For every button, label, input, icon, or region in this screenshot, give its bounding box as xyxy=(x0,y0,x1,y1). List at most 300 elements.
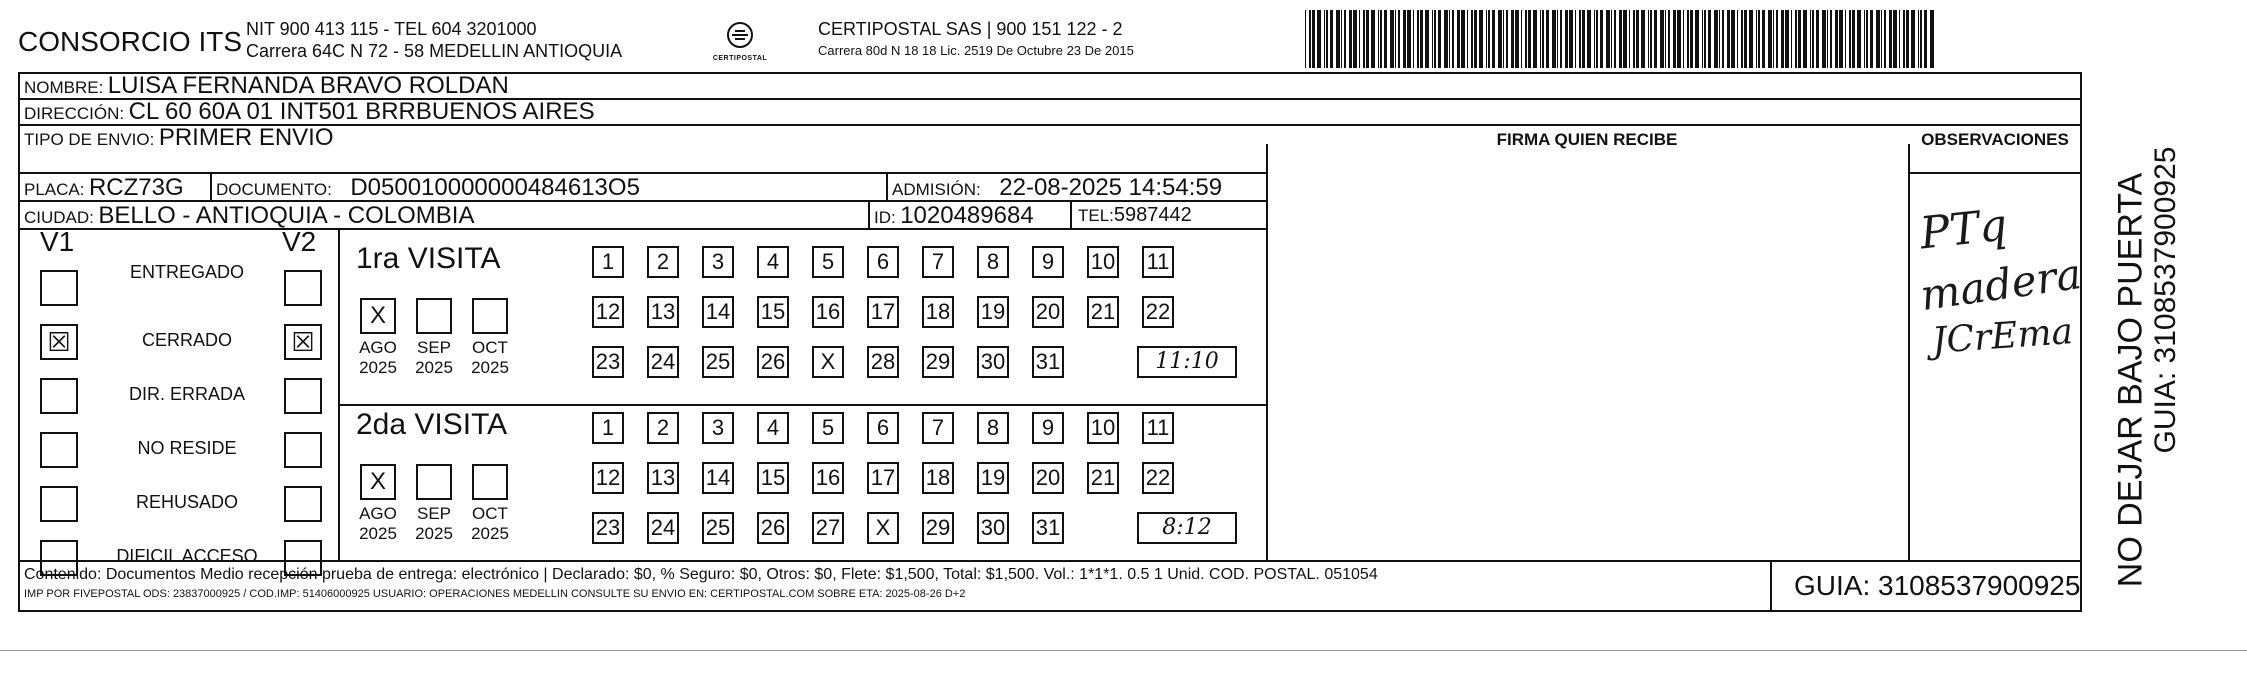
barcode-bar xyxy=(1366,10,1369,68)
day-box[interactable]: 24 xyxy=(647,512,679,544)
v2-checkbox[interactable] xyxy=(284,432,322,468)
barcode-bar xyxy=(1668,10,1670,68)
barcode-bar xyxy=(1795,10,1797,68)
barcode-bar xyxy=(1619,10,1622,68)
barcode-bar xyxy=(1677,10,1681,68)
day-box[interactable]: 28 xyxy=(867,346,899,378)
barcode-bar xyxy=(1444,10,1448,68)
side-warning: NO DEJAR BAJO PUERTA xyxy=(2111,172,2150,588)
barcode-bar xyxy=(1798,10,1801,68)
barcode-bar xyxy=(1911,10,1915,68)
day-box[interactable]: 17 xyxy=(867,462,899,494)
barcode-bar xyxy=(1852,10,1855,68)
day-box[interactable]: 23 xyxy=(592,512,624,544)
barcode-bar xyxy=(1654,10,1657,68)
status-label: REHUSADO xyxy=(135,492,238,512)
barcode-bar xyxy=(1596,10,1598,68)
barcode-bar xyxy=(1488,10,1490,68)
barcode-bar xyxy=(1552,10,1556,68)
observaciones-header: OBSERVACIONES xyxy=(1921,130,2069,149)
direccion-row xyxy=(24,98,595,126)
barcode-bar xyxy=(1492,10,1495,68)
barcode-bar xyxy=(1330,10,1333,68)
barcode-bar xyxy=(1317,10,1321,68)
day-box[interactable]: 26 xyxy=(757,512,789,544)
v1-header: V1 xyxy=(40,226,75,257)
barcode-bar xyxy=(1810,10,1811,68)
barcode-bar xyxy=(1398,10,1400,68)
barcode-bar xyxy=(1565,10,1568,68)
day-box[interactable]: 24 xyxy=(647,346,679,378)
barcode-bar xyxy=(1546,10,1549,68)
direccion-label: DIRECCIÓN: xyxy=(24,104,125,123)
barcode-bar xyxy=(1363,10,1365,68)
barcode-bar xyxy=(1633,10,1635,68)
day-box[interactable]: 10 xyxy=(1087,246,1119,278)
nombre-label: NOMBRE: xyxy=(24,78,104,97)
tipo-envio-value: PRIMER ENVIO xyxy=(158,124,334,151)
v2-checkbox[interactable] xyxy=(284,486,322,522)
visit-time-note: 11:10 xyxy=(1137,346,1237,378)
logo-icon xyxy=(723,20,757,50)
barcode-bar xyxy=(1636,10,1639,68)
barcode-bar xyxy=(1438,10,1441,68)
barcode-bar xyxy=(1822,10,1826,68)
v2-checkbox[interactable] xyxy=(284,270,322,306)
month-checkbox[interactable] xyxy=(416,464,452,500)
barcode-bar xyxy=(1557,10,1558,68)
rule xyxy=(1770,560,1772,610)
day-box[interactable]: 19 xyxy=(977,296,1009,328)
barcode-bar xyxy=(1687,10,1689,68)
barcode-bar xyxy=(1582,10,1585,68)
v1-checkbox[interactable] xyxy=(40,270,78,306)
barcode-bar xyxy=(1614,10,1616,68)
v2-header: V2 xyxy=(282,226,317,257)
day-box[interactable]: 30 xyxy=(977,512,1009,544)
firma-header: FIRMA QUIEN RECIBE xyxy=(1496,130,1678,149)
ciudad-value: BELLO - ANTIOQUIA - COLOMBIA xyxy=(98,202,475,229)
rule xyxy=(868,200,870,228)
barcode-bar xyxy=(1506,10,1508,68)
barcode-bar xyxy=(1324,10,1325,68)
barcode-bar xyxy=(1741,10,1743,68)
id-value: 1020489684 xyxy=(900,202,1034,229)
barcode-bar xyxy=(1407,10,1411,68)
observacion-line-2: madera xyxy=(1917,248,2085,321)
barcode-bar xyxy=(1708,10,1711,68)
status-label: CERRADO xyxy=(141,330,232,350)
nombre-row xyxy=(24,72,509,100)
month-label: SEP xyxy=(416,338,452,357)
barcode-bar xyxy=(1540,10,1541,68)
day-box[interactable]: 8 xyxy=(977,412,1009,444)
barcode-bar xyxy=(1600,10,1603,68)
footer-guia: GUIA: 3108537900925 xyxy=(1794,570,2081,601)
barcode-bar xyxy=(1835,10,1838,68)
barcode-bar xyxy=(1893,10,1897,68)
placa-cell xyxy=(24,174,184,202)
barcode-bar xyxy=(1683,10,1684,68)
v1-checkbox[interactable]: ☒ xyxy=(40,324,78,360)
day-box[interactable]: 1 xyxy=(592,412,624,444)
barcode-bar xyxy=(1695,10,1699,68)
barcode-bar xyxy=(1762,10,1765,68)
barcode-bar xyxy=(1773,10,1774,68)
barcode-bar xyxy=(1918,10,1919,68)
barcode-bar xyxy=(1452,10,1454,68)
rule xyxy=(1266,144,1268,560)
barcode-bar xyxy=(1569,10,1573,68)
rule xyxy=(1070,200,1072,228)
month-year: 2025 xyxy=(359,358,397,377)
day-box[interactable]: 29 xyxy=(922,512,954,544)
barcode-bar xyxy=(1560,10,1562,68)
barcode-bar xyxy=(1702,10,1703,68)
day-box[interactable]: 9 xyxy=(1032,246,1064,278)
visit-title: 2da VISITA xyxy=(356,408,508,441)
barcode-bar xyxy=(1305,10,1306,68)
month-label: SEP xyxy=(416,504,452,523)
barcode-bar xyxy=(1906,10,1909,68)
v2-checkbox[interactable] xyxy=(284,378,322,414)
barcode-bar xyxy=(1864,10,1865,68)
tipo-envio-row xyxy=(24,124,334,152)
barcode-bar xyxy=(1467,10,1468,68)
barcode-bar xyxy=(1830,10,1832,68)
certipostal-logo xyxy=(710,20,770,64)
barcode-bar xyxy=(1503,10,1504,68)
barcode-bar xyxy=(1457,10,1460,68)
day-box[interactable]: 4 xyxy=(757,246,789,278)
direccion-value: CL 60 60A 01 INT501 BRRBUENOS AIRES xyxy=(128,98,595,125)
barcode-bar xyxy=(1390,10,1394,68)
day-box[interactable]: 7 xyxy=(922,246,954,278)
day-box[interactable]: X xyxy=(867,512,899,544)
day-box[interactable]: 6 xyxy=(867,246,899,278)
day-box[interactable]: 22 xyxy=(1142,462,1174,494)
barcode-bar xyxy=(1525,10,1527,68)
barcode-bar xyxy=(1395,10,1396,68)
barcode-bar xyxy=(1930,10,1934,68)
day-box[interactable]: 17 xyxy=(867,296,899,328)
barcode-bar xyxy=(1380,10,1382,68)
barcode-bar xyxy=(1309,10,1311,68)
barcode-bar xyxy=(1353,10,1357,68)
day-box[interactable]: 18 xyxy=(922,296,954,328)
day-box[interactable]: 2 xyxy=(647,246,679,278)
barcode-bar xyxy=(1312,10,1315,68)
month-year: 2025 xyxy=(359,524,397,543)
day-box[interactable]: 20 xyxy=(1032,462,1064,494)
day-box[interactable]: 30 xyxy=(977,346,1009,378)
rule xyxy=(338,228,340,560)
day-box[interactable]: 26 xyxy=(757,346,789,378)
day-box[interactable]: 14 xyxy=(702,296,734,328)
barcode-bar xyxy=(1579,10,1581,68)
barcode-bar xyxy=(1641,10,1645,68)
barcode-bar xyxy=(1371,10,1375,68)
barcode-bar xyxy=(1704,10,1706,68)
rule xyxy=(886,172,888,200)
nombre-value: LUISA FERNANDA BRAVO ROLDAN xyxy=(107,72,509,99)
barcode-bar xyxy=(1827,10,1828,68)
tipo-envio-label: TIPO DE ENVIO: xyxy=(24,130,155,149)
barcode-bar xyxy=(1479,10,1483,68)
tel-cell xyxy=(1078,204,1192,227)
barcode-bar xyxy=(1866,10,1868,68)
certipostal-info xyxy=(818,18,1134,62)
rule xyxy=(338,404,1266,406)
barcode-bar xyxy=(1781,10,1784,68)
barcode-bar xyxy=(1744,10,1747,68)
barcode-bar xyxy=(1768,10,1772,68)
month-checkbox[interactable] xyxy=(472,464,508,500)
delivery-form xyxy=(18,72,2085,612)
admision-cell xyxy=(892,174,1222,202)
company-contact xyxy=(246,18,622,62)
day-box[interactable]: 9 xyxy=(1032,412,1064,444)
day-box[interactable]: 13 xyxy=(647,296,679,328)
v1-checkbox[interactable] xyxy=(40,378,78,414)
day-box[interactable]: 5 xyxy=(812,412,844,444)
barcode-bar xyxy=(1839,10,1843,68)
day-box[interactable]: 31 xyxy=(1032,346,1064,378)
barcode-bar xyxy=(1344,10,1346,68)
rule xyxy=(1908,144,1910,560)
footer-contenido: Contenido: Documentos Medio recepción prueba de entrega: electrónico | Declarado: $0, % Seguro: $0, Otros: $0, Flete: $1,500, Total: $1,500. Vol.: 1*1*1. 0.5 1 Unid. COD. POSTAL. 051054 xyxy=(24,566,1378,583)
observacion-line-3: JCrEma xyxy=(1930,311,2075,362)
day-box[interactable]: 11 xyxy=(1142,412,1174,444)
day-box[interactable]: 21 xyxy=(1087,462,1119,494)
barcode-bar xyxy=(1336,10,1340,68)
v1-checkbox[interactable] xyxy=(40,486,78,522)
barcode-bar xyxy=(1587,10,1591,68)
day-box[interactable]: 31 xyxy=(1032,512,1064,544)
status-label: DIFICIL ACCESO xyxy=(116,546,258,566)
day-box[interactable]: 2 xyxy=(647,412,679,444)
barcode-bar xyxy=(1727,10,1730,68)
barcode-bar xyxy=(1690,10,1693,68)
company-address: Carrera 64C N 72 - 58 MEDELLIN ANTIOQUIA xyxy=(246,41,623,61)
barcode-bar xyxy=(1420,10,1423,68)
day-box[interactable]: 15 xyxy=(757,462,789,494)
day-box[interactable]: 1 xyxy=(592,246,624,278)
day-box[interactable]: 8 xyxy=(977,246,1009,278)
barcode-bar xyxy=(1749,10,1753,68)
day-box[interactable]: 12 xyxy=(592,296,624,328)
day-box[interactable]: 3 xyxy=(702,246,734,278)
barcode-bar xyxy=(1417,10,1419,68)
barcode-bar xyxy=(1575,10,1576,68)
day-box[interactable]: 4 xyxy=(757,412,789,444)
barcode-bar xyxy=(1341,10,1342,68)
rule xyxy=(210,172,212,200)
day-box[interactable]: 10 xyxy=(1087,412,1119,444)
month-year: 2025 xyxy=(471,524,509,543)
id-cell xyxy=(874,202,1034,230)
side-guia: GUIA: 3108537900925 xyxy=(2149,146,2182,454)
day-box[interactable]: 16 xyxy=(812,462,844,494)
barcode-bar xyxy=(1870,10,1873,68)
month-year: 2025 xyxy=(471,358,509,377)
barcode-bar xyxy=(1884,10,1886,68)
tel-value: 5987442 xyxy=(1113,204,1192,226)
barcode-bar xyxy=(1629,10,1630,68)
month-year: 2025 xyxy=(415,524,453,543)
day-box[interactable]: 6 xyxy=(867,412,899,444)
status-label: DIR. ERRADA xyxy=(128,384,245,404)
barcode-bar xyxy=(1359,10,1360,68)
barcode-bar xyxy=(1881,10,1882,68)
barcode-bar xyxy=(1845,10,1846,68)
barcode-bar xyxy=(1673,10,1676,68)
barcode-bar xyxy=(1758,10,1760,68)
barcode-bar xyxy=(1889,10,1892,68)
logo-text: CERTIPOSTAL xyxy=(712,55,768,62)
documento-cell xyxy=(216,174,640,202)
day-box[interactable]: 15 xyxy=(757,296,789,328)
barcode-bar xyxy=(1542,10,1544,68)
barcode-bar xyxy=(1714,10,1718,68)
barcode-bar xyxy=(1511,10,1514,68)
admision-label: ADMISIÓN: xyxy=(892,180,981,199)
day-box[interactable]: 20 xyxy=(1032,296,1064,328)
month-label: OCT xyxy=(472,504,508,523)
barcode-bar xyxy=(1737,10,1738,68)
barcode-bar xyxy=(1816,10,1819,68)
day-box[interactable]: 7 xyxy=(922,412,954,444)
day-box[interactable]: 25 xyxy=(702,512,734,544)
barcode-bar xyxy=(1326,10,1328,68)
barcode-bar xyxy=(1515,10,1519,68)
month-label: AGO xyxy=(359,504,397,523)
barcode-bar xyxy=(1521,10,1522,68)
barcode-bar xyxy=(1722,10,1724,68)
month-year: 2025 xyxy=(415,358,453,377)
month-label: OCT xyxy=(472,338,508,357)
day-box[interactable]: 16 xyxy=(812,296,844,328)
ciudad-cell xyxy=(24,202,474,230)
page-edge xyxy=(0,650,2247,651)
barcode-bar xyxy=(1731,10,1735,68)
documento-value: D050010000000484613O5 xyxy=(350,174,640,201)
barcode-bar xyxy=(1803,10,1807,68)
day-box[interactable]: 11 xyxy=(1142,246,1174,278)
month-label: AGO xyxy=(359,338,397,357)
barcode-bar xyxy=(1471,10,1473,68)
barcode-bar xyxy=(1650,10,1652,68)
day-box[interactable]: 19 xyxy=(977,462,1009,494)
day-box[interactable]: 18 xyxy=(922,462,954,494)
day-box[interactable]: 22 xyxy=(1142,296,1174,328)
placa-value: RCZ73G xyxy=(88,174,184,201)
barcode-bar xyxy=(1594,10,1595,68)
barcode-bar xyxy=(1623,10,1627,68)
documento-label: DOCUMENTO: xyxy=(216,180,332,199)
visit-title: 1ra VISITA xyxy=(356,242,501,275)
day-box[interactable]: 23 xyxy=(592,346,624,378)
day-box[interactable]: 12 xyxy=(592,462,624,494)
footer-imp: IMP POR FIVEPOSTAL ODS: 23837000925 / COD.IMP: 51406000925 USUARIO: OPERACIONES MEDELLIN CONSULTE SU ENVIO EN: CERTIPOSTAL.COM SOBRE ETA: 2025-08-26 D+2 xyxy=(24,588,966,600)
barcode-bar xyxy=(1449,10,1450,68)
barcode-bar xyxy=(1791,10,1792,68)
day-box[interactable]: 3 xyxy=(702,412,734,444)
day-box[interactable]: 13 xyxy=(647,462,679,494)
barcode-bar xyxy=(1924,10,1927,68)
day-box[interactable]: 29 xyxy=(922,346,954,378)
barcode-bar xyxy=(1606,10,1610,68)
barcode-bar xyxy=(1812,10,1814,68)
status-label: NO RESIDE xyxy=(137,438,237,458)
day-box[interactable]: 27 xyxy=(812,512,844,544)
ciudad-label: CIUDAD: xyxy=(24,208,94,227)
barcode-bar xyxy=(1756,10,1757,68)
barcode-bar xyxy=(1776,10,1778,68)
barcode-bar xyxy=(1665,10,1666,68)
day-box[interactable]: 5 xyxy=(812,246,844,278)
barcode-bar xyxy=(1528,10,1531,68)
barcode-bar xyxy=(1378,10,1379,68)
company-nit: NIT 900 413 115 - TEL 604 3201000 xyxy=(246,19,537,39)
barcode-bar xyxy=(1474,10,1477,68)
barcode-bar xyxy=(1876,10,1880,68)
barcode-bar xyxy=(1498,10,1502,68)
barcode-bar xyxy=(1349,10,1352,68)
day-box[interactable]: X xyxy=(812,346,844,378)
placa-label: PLACA: xyxy=(24,180,85,199)
admision-value: 22-08-2025 14:54:59 xyxy=(999,174,1223,201)
observacion-line-1: PTq xyxy=(1917,199,2010,260)
barcode-bar xyxy=(1857,10,1861,68)
barcode-bar xyxy=(1432,10,1433,68)
barcode-bar xyxy=(1785,10,1789,68)
barcode-bar xyxy=(1461,10,1465,68)
company-name: CONSORCIO ITS xyxy=(18,26,243,57)
status-label: ENTREGADO xyxy=(129,262,244,282)
barcode-bar xyxy=(1533,10,1537,68)
day-box[interactable]: 14 xyxy=(702,462,734,494)
month-checkbox[interactable]: X xyxy=(360,464,396,500)
barcode-bar xyxy=(1434,10,1436,68)
barcode xyxy=(1305,10,1940,68)
visit-time-note: 8:12 xyxy=(1137,512,1237,544)
rule xyxy=(2080,74,2082,610)
certipostal-nit: CERTIPOSTAL SAS | 900 151 122 - 2 xyxy=(818,19,1123,39)
barcode-bar xyxy=(1849,10,1851,68)
barcode-bar xyxy=(1899,10,1900,68)
rule xyxy=(1908,172,2080,174)
v1-checkbox[interactable] xyxy=(40,432,78,468)
month-checkbox[interactable]: X xyxy=(360,298,396,334)
barcode-bar xyxy=(1648,10,1649,68)
barcode-bar xyxy=(1486,10,1487,68)
month-checkbox[interactable] xyxy=(472,298,508,334)
tel-label: TEL: xyxy=(1078,206,1114,225)
barcode-bar xyxy=(1425,10,1429,68)
barcode-bar xyxy=(1611,10,1612,68)
day-box[interactable]: 25 xyxy=(702,346,734,378)
barcode-bar xyxy=(1903,10,1905,68)
barcode-bar xyxy=(1384,10,1387,68)
barcode-bar xyxy=(1920,10,1922,68)
certipostal-address: Carrera 80d N 18 18 Lic. 2519 De Octubre 23 De 2015 xyxy=(818,43,1134,58)
v2-checkbox[interactable]: ☒ xyxy=(284,324,322,360)
month-checkbox[interactable] xyxy=(416,298,452,334)
barcode-bar xyxy=(1413,10,1414,68)
day-box[interactable]: 21 xyxy=(1087,296,1119,328)
barcode-bar xyxy=(1660,10,1664,68)
